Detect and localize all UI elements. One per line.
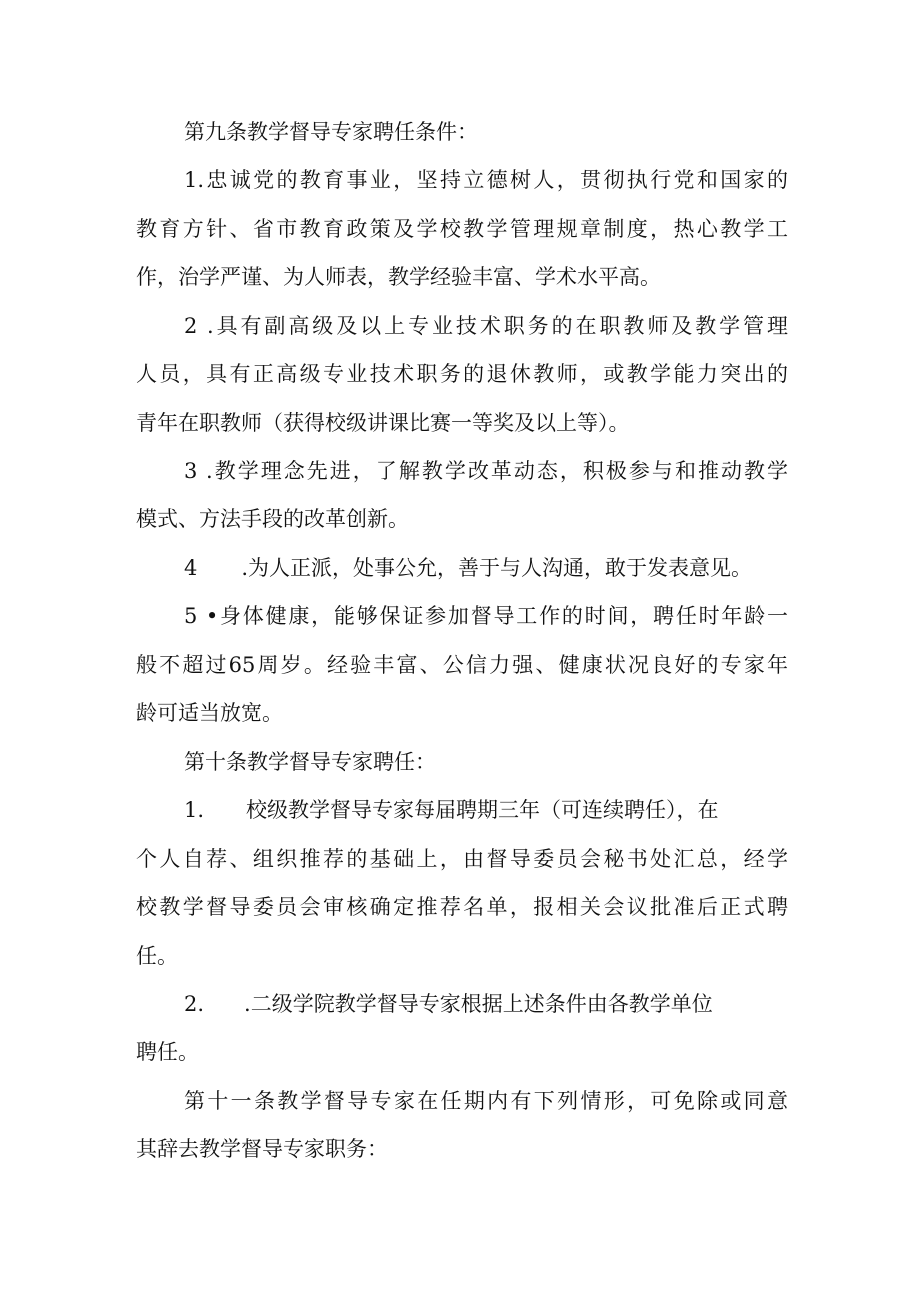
article-10-item-2-line-2: 聘任。 — [136, 1040, 199, 1064]
article-10-item-1-number: 1. — [184, 798, 205, 822]
article-10-item-2-text: .二级学院教学督导专家根据上述条件由各教学单位 — [244, 992, 713, 1016]
article-9-item-5-line-2: 般不超过65周岁。经验丰富、公信力强、健康状况良好的专家年 — [136, 653, 788, 677]
article-9-item-5-line-3: 龄可适当放宽。 — [136, 701, 283, 725]
article-10-item-2-number: 2. — [184, 992, 205, 1016]
article-9-item-1-line-2: 教育方针、省市教育政策及学校教学管理规章制度，热心教学工 — [136, 217, 788, 241]
article-9-item-3-line-1: 3 .教学理念先进，了解教学改革动态，积极参与和推动教学 — [184, 459, 788, 483]
article-11-line-2: 其辞去教学督导专家职务： — [136, 1137, 388, 1161]
article-9-item-3-line-2: 模式、方法手段的改革创新。 — [136, 507, 409, 531]
article-10-item-1-line-3: 校教学督导委员会审核确定推荐名单，报相关会议批准后正式聘 — [136, 895, 788, 919]
article-9-item-5-line-1: 5 •身体健康，能够保证参加督导工作的时间，聘任时年龄一 — [184, 604, 788, 628]
article-9-item-2-line-1: 2 .具有副高级及以上专业技术职务的在职教师及教学管理 — [184, 314, 788, 338]
article-9-item-1-line-3: 作，治学严谨、为人师表，教学经验丰富、学术水平高。 — [136, 265, 661, 289]
article-10-item-1-text: 校级教学督导专家每届聘期三年（可连续聘任），在 — [246, 798, 719, 822]
article-10-item-1-line-4: 任。 — [136, 944, 178, 968]
article-11-line-1: 第十一条教学督导专家在任期内有下列情形，可免除或同意 — [184, 1089, 788, 1113]
article-9-item-1-line-1: 1.忠诚党的教育事业，坚持立德树人，贯彻执行党和国家的 — [184, 168, 788, 192]
article-10-heading: 第十条教学督导专家聘任： — [184, 750, 436, 774]
article-9-item-4-text: .为人正派，处事公允，善于与人沟通，敢于发表意见。 — [241, 556, 753, 580]
article-10-item-1-line-1 — [184, 794, 788, 826]
article-9-item-4-number: 4 — [184, 556, 198, 580]
article-9-item-2-line-3: 青年在职教师（获得校级讲课比赛一等奖及以上等）。 — [136, 411, 630, 435]
article-9-heading: 第九条教学督导专家聘任条件： — [184, 120, 478, 144]
article-9-item-4 — [184, 552, 788, 584]
article-10-item-1-line-2: 个人自荐、组织推荐的基础上，由督导委员会秘书处汇总，经学 — [136, 847, 788, 871]
article-9-item-2-line-2: 人员，具有正高级专业技术职务的退休教师，或教学能力突出的 — [136, 362, 788, 386]
article-10-item-2-line-1 — [184, 988, 788, 1020]
